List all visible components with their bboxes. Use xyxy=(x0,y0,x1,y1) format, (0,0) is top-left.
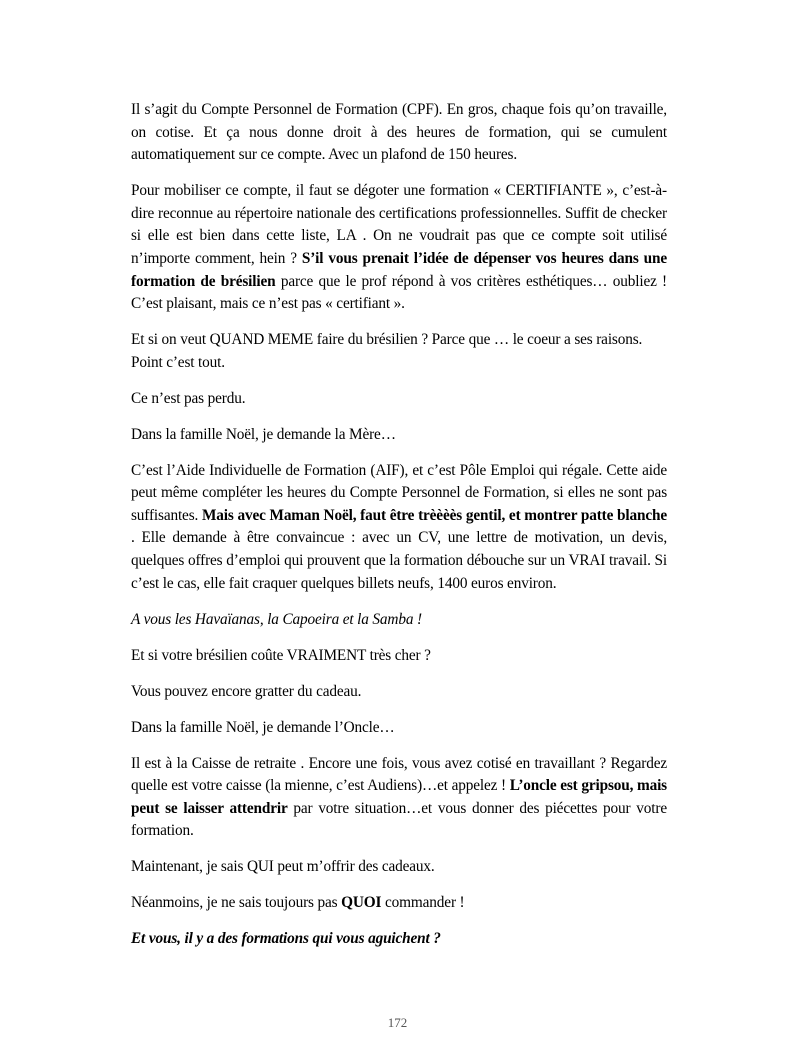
text-segment: . Elle demande à être convaincue : avec un CV, une lettre de motivation, un devis, quelques offres d’emploi qui prouvent que la formation débouche sur un VRAI travail. Si c’est le cas, elle fait craquer quelques billets neufs, 1400 euros environ. xyxy=(131,529,667,592)
text-segment: Il s’agit du Compte Personnel de Formation (CPF). En gros, chaque fois qu’on travaille, on cotise. Et ça nous donne droit à des heures de formation, qui se cumulent automatiquement sur ce compte. Avec un plafond de 150 heures. xyxy=(131,101,667,164)
text-segment: Ce n’est pas perdu. xyxy=(131,389,246,407)
text-segment: parce que le prof répond à vos critères esthétiques… oubliez ! C’est plaisant, mais ce n’est pas « certifiant ». xyxy=(131,272,668,313)
text-segment: Vous pouvez encore gratter du cadeau. xyxy=(131,682,362,700)
text-segment: Et si on veut QUAND MEME faire du brésilien ? Parce que … le coeur a ses raisons. Point c’est tout. xyxy=(131,331,643,371)
para-famille-oncle xyxy=(131,717,667,740)
bold-text-segment: S’il vous prenait l’idée de dépenser vos heures dans une formation de brésilien xyxy=(131,249,667,290)
text-segment: Pour mobiliser ce compte, il faut se dégoter une formation « CERTIFIANTE », c’est-à-dire reconnue au répertoire nationale des certifications professionnelles. Suffit de checker si elle est bien dans cette liste, LA . On ne voudrait pas que ce compte soit utilisé n’importe comment, hein ? xyxy=(131,182,667,267)
text-segment: C’est l’Aide Individuelle de Formation (AIF), et c’est Pôle Emploi qui régale. Cette aide peut même compléter les heures du Compte Personnel de Formation, si elles ne sont pas suffisantes. xyxy=(131,461,667,524)
body-text xyxy=(131,99,667,964)
text-segment: Il est à la Caisse de retraite . Encore une fois, vous avez cotisé en travaillant ? Regardez quelle est votre caisse (la mienne, c’est Audiens)…et appelez ! xyxy=(131,754,667,795)
para-quand-meme xyxy=(131,329,667,374)
page-number: 172 xyxy=(387,1015,408,1030)
para-quoi xyxy=(131,892,667,915)
bold-text-segment: L’oncle est gripsou, mais peut se laisser attendrir xyxy=(131,777,667,817)
bold-italic-text-segment: Et vous, il y a des formations qui vous aguichent ? xyxy=(131,930,441,948)
para-gratter xyxy=(131,681,667,704)
para-vraiment-cher xyxy=(131,645,667,668)
para-famille-mere xyxy=(131,424,667,447)
para-cpf-certifiante xyxy=(131,180,667,316)
para-qui xyxy=(131,856,667,879)
text-segment: commander ! xyxy=(381,894,465,912)
text-segment: Et si votre brésilien coûte VRAIMENT très cher ? xyxy=(131,646,431,664)
para-havaianas xyxy=(131,609,667,632)
para-caisse-retraite xyxy=(131,753,667,843)
text-segment: Maintenant, je sais QUI peut m’offrir des cadeaux. xyxy=(131,858,435,876)
bold-text-segment: QUOI xyxy=(341,894,382,912)
para-aif xyxy=(131,460,667,596)
text-segment: par votre situation…et vous donner des piécettes pour votre formation. xyxy=(131,799,667,840)
para-pas-perdu xyxy=(131,388,667,411)
bold-text-segment: Mais avec Maman Noël, faut être trèèèès gentil, et montrer patte blanche xyxy=(201,506,667,524)
text-segment: Dans la famille Noël, je demande la Mère… xyxy=(131,425,396,443)
italic-text-segment: A vous les Havaïanas, la Capoeira et la Samba ! xyxy=(131,610,422,628)
para-cpf-intro xyxy=(131,99,667,167)
para-question-finale xyxy=(131,928,667,951)
text-segment: Dans la famille Noël, je demande l’Oncle… xyxy=(131,718,395,736)
text-segment: Néanmoins, je ne sais toujours pas xyxy=(131,894,342,912)
